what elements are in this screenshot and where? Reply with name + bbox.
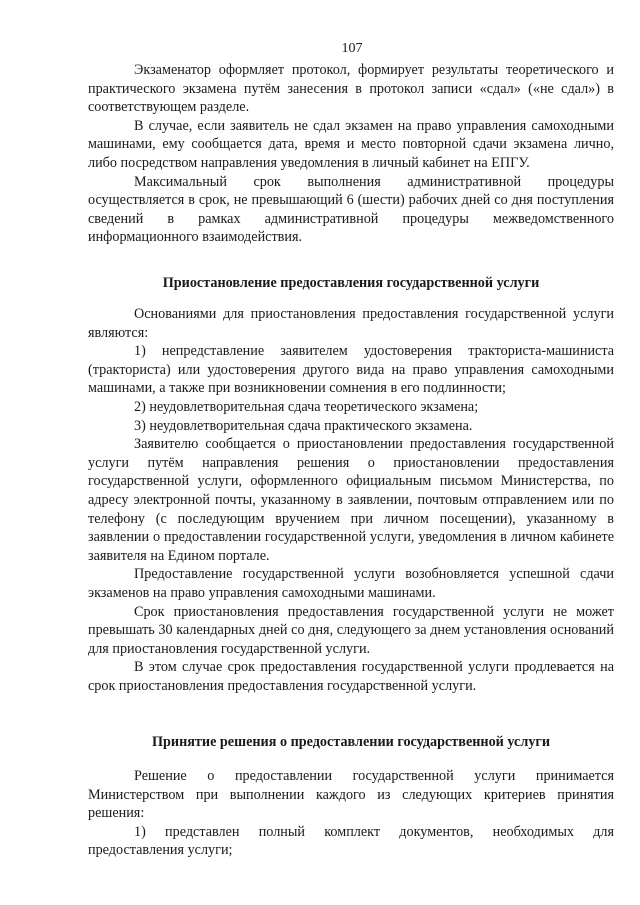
heading-suspension: Приостановление предоставления государственной услуги: [162, 275, 540, 291]
list-item: 1) представлен полный комплект документов, необходимых для предоставления услуги;: [88, 823, 614, 859]
paragraph-notification: Заявителю сообщается о приостановлении предоставления государственной услуги путём направления решения о приостановлении предоставления государственной услуги, оформленного официальным письмом Министерства, по адресу электронной почты, указанному в заявлении, почтовым отправлением или по телефону (с последующим вручением при личном посещении), указанному в заявлении о предоставлении государственной услуги, уведомления в личном кабинете заявителя на Едином портале.: [88, 436, 614, 564]
paragraph-suspension-grounds: Основаниями для приостановления предоставления государственной услуги являются:: [88, 306, 614, 341]
paragraph-retake: В случае, если заявитель не сдал экзамен на право управления самоходными машинами, ему сообщается дата, время и место повторной сдачи экзамена лично, либо посредством направления уведомления в личный кабинет на ЕПГУ.: [88, 117, 614, 171]
paragraph-suspension-term: Срок приостановления предоставления государственной услуги не может превышать 30 календарных дней со дня, следующего за днем установления оснований для приостановления государственной услуги.: [88, 603, 614, 657]
list-item: 1) непредставление заявителем удостоверения тракториста-машиниста (тракториста) или удостоверения другого вида на право управления самоходными машинами, а также при возникновении сомнения в его подлинности;: [88, 343, 614, 397]
list-item: 2) неудовлетворительная сдача теоретического экзамена;: [134, 398, 479, 415]
heading-decision: Принятие решения о предоставлении государственной услуги: [151, 734, 551, 750]
paragraph-protocol: Экзаменатор оформляет протокол, формирует результаты теоретического и практического экзамена путём занесения в протокол записи «сдал» («не сдал») в соответствующем разделе.: [88, 62, 614, 116]
paragraph-extension: В этом случае срок предоставления государственной услуги продлевается на срок приостановления предоставления государственной услуги.: [88, 659, 614, 694]
paragraph-resumption: Предоставление государственной услуги возобновляется успешной сдачи экзаменов на право управления самоходными машинами.: [88, 566, 614, 601]
paragraph-max-term: Максимальный срок выполнения административной процедуры осуществляется в срок, не превышающий 6 (шести) рабочих дней со дня поступления сведений в рамках административной процедуры межведомственного информационного взаимодействия.: [88, 173, 614, 246]
paragraph-decision-criteria: Решение о предоставлении государственной услуги принимается Министерством при выполнении каждого из следующих критериев принятия решения:: [88, 768, 614, 822]
page-number: 107: [341, 41, 363, 56]
list-item: 3) неудовлетворительная сдача практического экзамена.: [134, 417, 473, 434]
